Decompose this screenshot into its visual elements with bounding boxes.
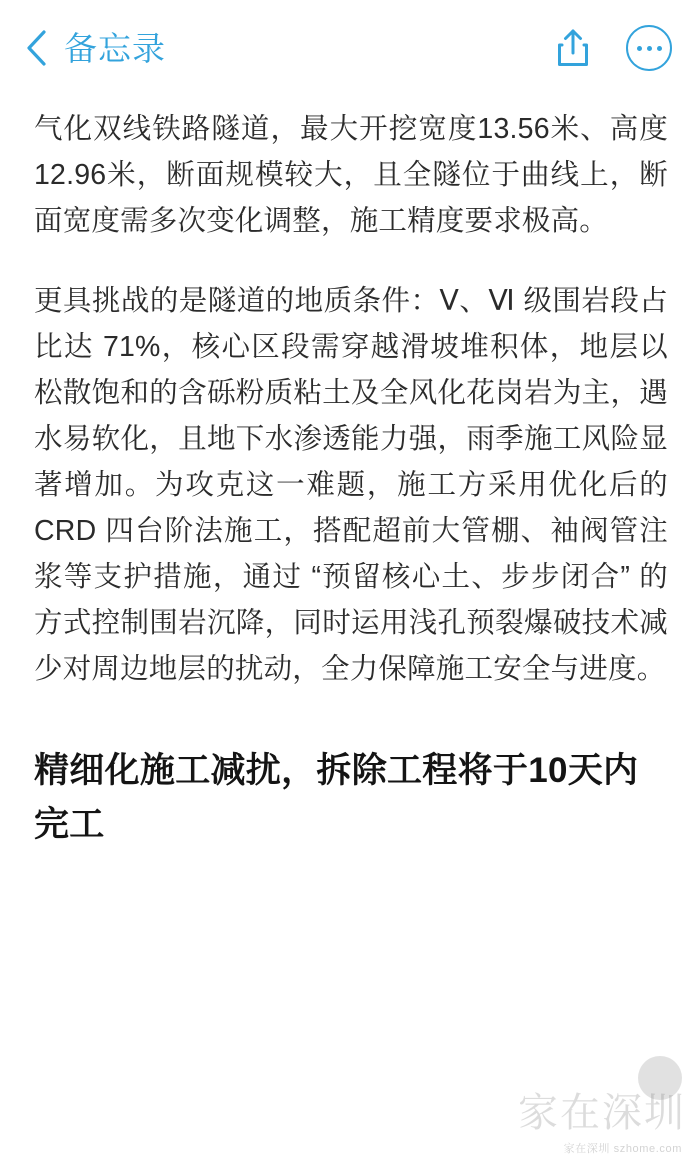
article-paragraph-1: 气化双线铁路隧道，最大开挖宽度13.56米、高度12.96米，断面规模较大，且全隧位于曲线上，断面宽度需多次变化调整，施工精度要求极高。 (34, 113, 668, 237)
nav-left-group (24, 29, 556, 67)
more-dot-3 (657, 46, 662, 51)
watermark-sub: 家在深圳 szhome.com (563, 1143, 682, 1155)
nav-right-group (556, 25, 672, 71)
back-button[interactable] (24, 29, 50, 67)
chevron-left-icon (24, 29, 50, 67)
article-heading: 精细化施工减扰，拆除工程将于10天内完工 (34, 751, 639, 844)
more-dot-1 (637, 46, 642, 51)
article-paragraph-2: 更具挑战的是隧道的地质条件：Ⅴ、Ⅵ 级围岩段占比达 71%，核心区段需穿越滑坡堆积体，地层以松散饱和的含砾粉质粘土及全风化花岗岩为主，遇水易软化，且地下水渗透能力强，雨季施工风险显著增加。为攻克这一难题，施工方采用优化后的 CRD 四台阶法施工，搭配超前大管棚、袖阀管注浆等支护措施，通过 “预留核心土、步步闭合” 的方式控制围岩沉降，同时运用浅孔预裂爆破技术减少对周边地层的扰动，全力保障施工安全与进度。 (34, 285, 668, 685)
share-button[interactable] (556, 28, 590, 68)
top-navigation-bar (0, 0, 700, 96)
more-options-button[interactable] (626, 25, 672, 71)
article-content (0, 96, 700, 852)
watermark-main: 家在深圳 (518, 1090, 686, 1135)
page-title: 备忘录 (64, 29, 166, 67)
share-icon (556, 28, 590, 68)
more-dot-2 (647, 46, 652, 51)
